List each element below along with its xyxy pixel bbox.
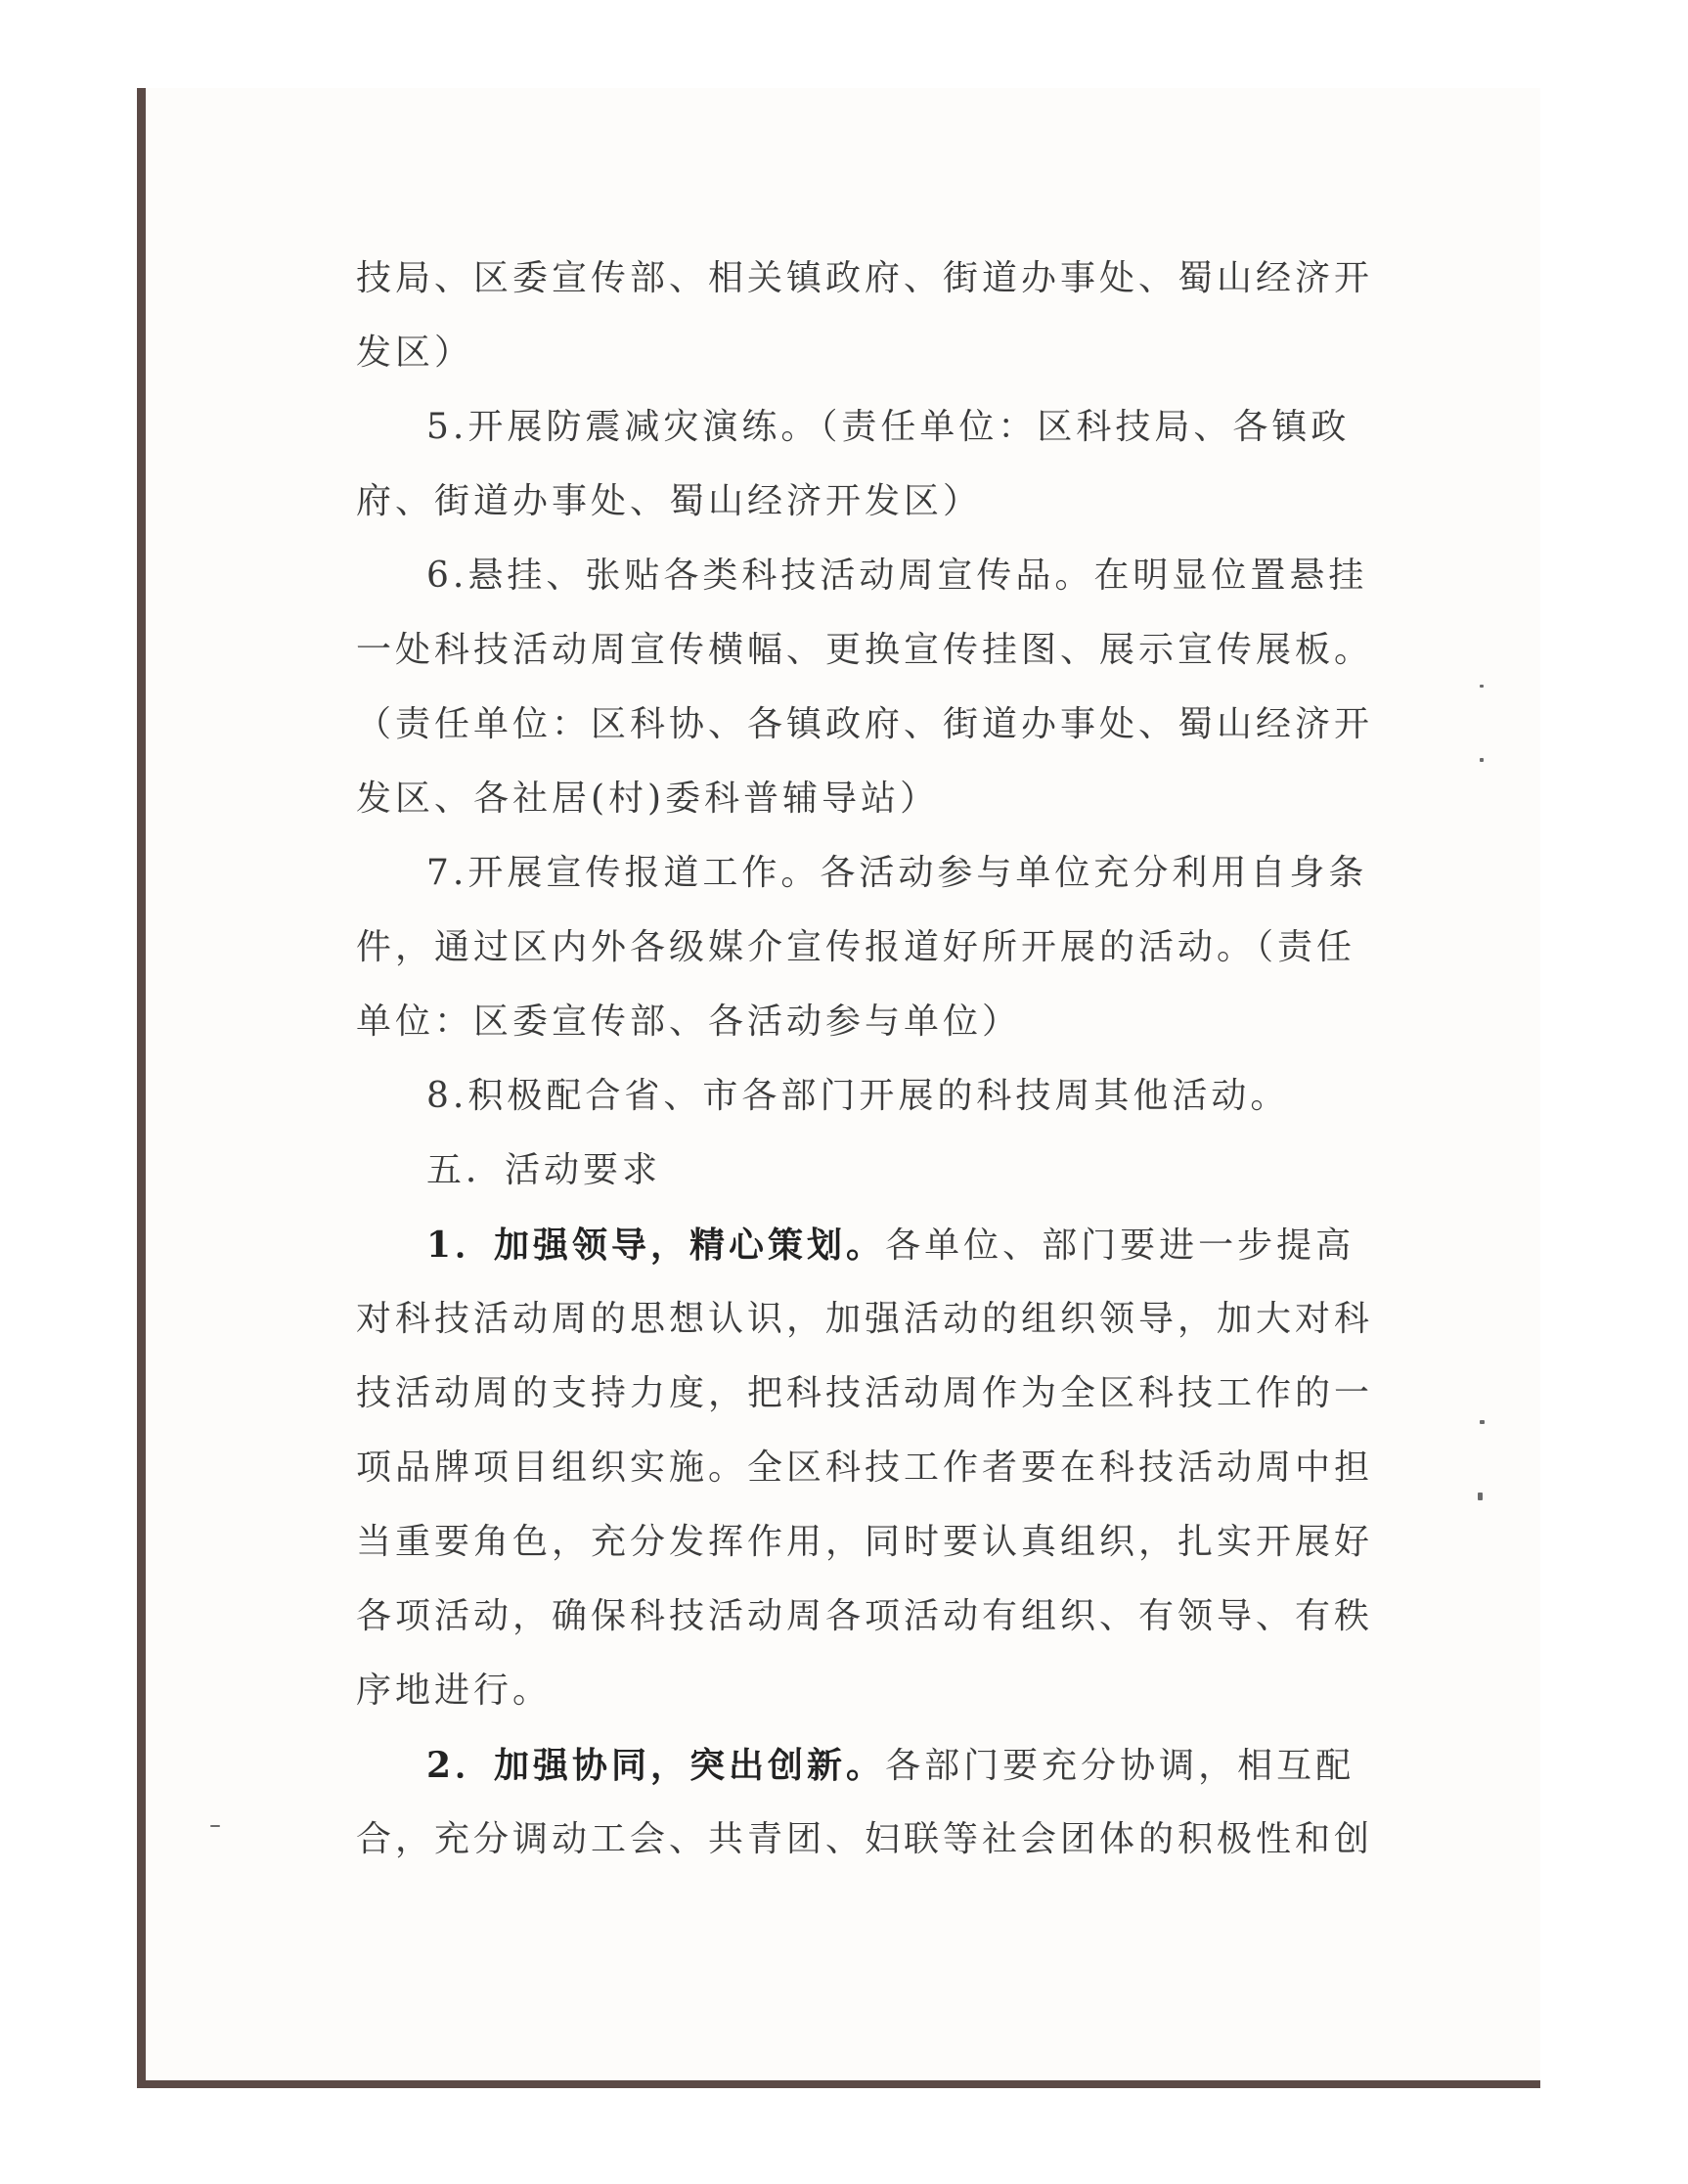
scan-speck — [1480, 758, 1484, 762]
text-line: 技活动周的支持力度，把科技活动周作为全区科技工作的一 — [356, 1373, 1374, 1413]
text-line: 单位：区委宣传部、各活动参与单位） — [356, 1002, 1022, 1042]
item-heading: 2．加强协同，突出创新。 — [426, 1745, 886, 1786]
text-line: 技局、区委宣传部、相关镇政府、街道办事处、蜀山经济开 — [356, 258, 1374, 298]
item-text: 各单位、部门要进一步提高 — [885, 1226, 1355, 1266]
item-heading: 1．加强领导，精心策划。 — [426, 1225, 886, 1266]
text-line: 件，通过区内外各级媒介宣传报道好所开展的活动。（责任 — [356, 927, 1356, 967]
text-line: 各项活动，确保科技活动周各项活动有组织、有领导、有秩 — [356, 1596, 1374, 1636]
scan-speck — [1478, 1493, 1483, 1500]
text-line: 8.积极配合省、市各部门开展的科技周其他活动。 — [426, 1076, 1290, 1116]
text-line: 合，充分调动工会、共青团、妇联等社会团体的积极性和创 — [356, 1819, 1374, 1859]
section-heading: 五．活动要求 — [426, 1150, 662, 1190]
scan-left-border — [137, 88, 146, 2088]
text-line: 7.开展宣传报道工作。各活动参与单位充分利用自身条 — [426, 853, 1368, 893]
text-line: 5.开展防震减灾演练。（责任单位：区科技局、各镇政 — [426, 407, 1351, 447]
text-line: 当重要角色，充分发挥作用，同时要认真组织，扎实开展好 — [356, 1522, 1374, 1562]
text-line: 一处科技活动周宣传横幅、更换宣传挂图、展示宣传展板。 — [356, 630, 1374, 670]
requirement-item-1 — [426, 1216, 1355, 1274]
text-line: 序地进行。 — [356, 1671, 553, 1711]
scan-bottom-border — [137, 2080, 1540, 2088]
scan-speck — [1480, 1420, 1485, 1424]
text-line: 发区、各社居(村)委科普辅导站） — [356, 779, 940, 819]
text-line: 对科技活动周的思想认识，加强活动的组织领导，加大对科 — [356, 1299, 1374, 1339]
requirement-item-2 — [426, 1736, 1355, 1795]
item-text: 各部门要充分协调，相互配 — [885, 1746, 1355, 1786]
text-line: （责任单位：区科协、各镇政府、街道办事处、蜀山经济开 — [356, 704, 1374, 744]
text-line: 府、街道办事处、蜀山经济开发区） — [356, 481, 983, 521]
text-line: 项品牌项目组织实施。全区科技工作者要在科技活动周中担 — [356, 1448, 1374, 1488]
scan-speck — [210, 1825, 220, 1827]
text-line: 发区） — [356, 333, 474, 373]
text-line: 6.悬挂、张贴各类科技活动周宣传品。在明显位置悬挂 — [426, 556, 1368, 596]
scan-speck — [1480, 685, 1484, 688]
